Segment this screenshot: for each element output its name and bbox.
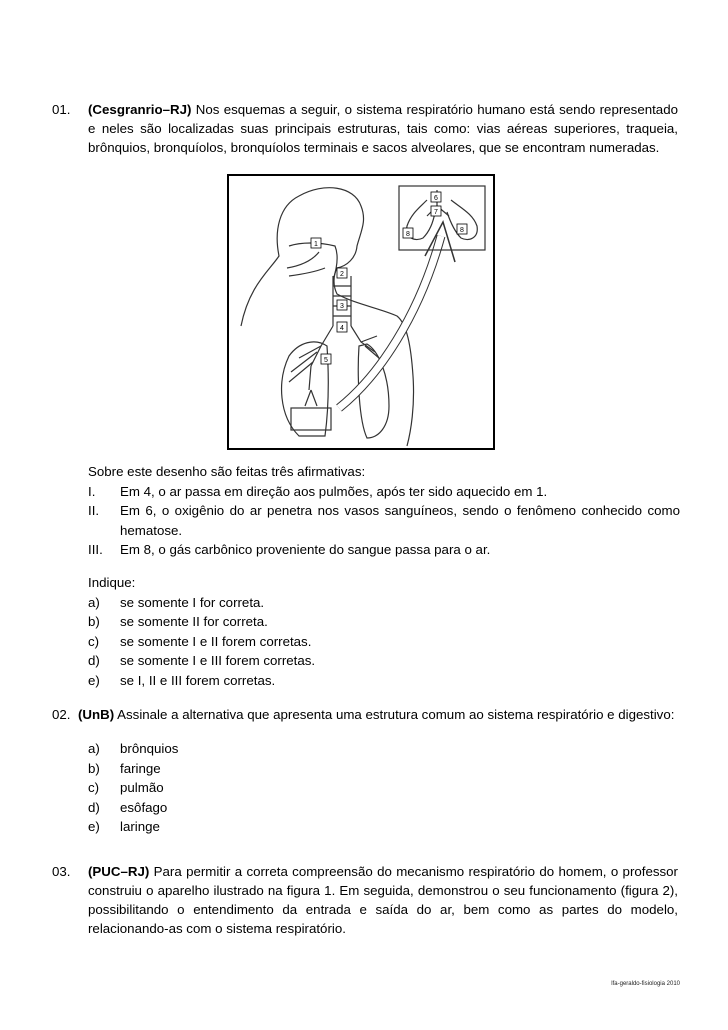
question-source: (Cesgranrio–RJ) (88, 102, 192, 117)
label-4: 4 (340, 325, 344, 332)
question-02 (52, 705, 678, 724)
option-item[interactable] (88, 778, 680, 798)
option-text: brônquios (120, 741, 179, 756)
page-footer: lfa-geraldo-fisiologia 2010 (611, 981, 680, 987)
statement-text: Em 8, o gás carbônico proveniente do sangue passa para o ar. (120, 542, 491, 557)
option-item[interactable] (88, 798, 680, 818)
option-item[interactable] (88, 671, 680, 691)
statements-intro: Sobre este desenho são feitas três afirmativas: (88, 464, 366, 479)
statement-text: Em 6, o oxigênio do ar penetra nos vasos sanguíneos, sendo o fenômeno conhecido como hematose. (120, 503, 680, 538)
option-text: se somente I e III forem corretas. (120, 653, 316, 668)
label-1: 1 (314, 241, 318, 248)
statement-item (88, 540, 680, 560)
label-6: 6 (434, 195, 438, 202)
option-item[interactable] (88, 817, 680, 837)
statement-mark: III. (88, 542, 103, 557)
option-text: se somente II for correta. (120, 614, 268, 629)
option-mark: e) (88, 819, 100, 834)
option-text: pulmão (120, 780, 164, 795)
question-text (88, 100, 678, 157)
option-text: se somente I for correta. (120, 594, 265, 610)
question-text (78, 705, 678, 724)
statement-mark: II. (88, 503, 100, 518)
label-8-left: 8 (406, 231, 410, 238)
statement-mark: I. (88, 483, 96, 499)
option-text: faringe (120, 760, 161, 776)
option-item[interactable] (88, 593, 680, 613)
option-item[interactable] (88, 739, 680, 759)
option-text: laringe (120, 819, 160, 834)
question-source: (UnB) (78, 707, 115, 722)
option-text: se somente I e II forem corretas. (120, 633, 312, 649)
question-number: 01. (52, 102, 71, 117)
statement-item (88, 501, 680, 540)
option-item[interactable] (88, 759, 680, 779)
label-5: 5 (324, 357, 328, 364)
statements-block (88, 462, 680, 560)
option-text: se I, II e III forem corretas. (120, 672, 276, 688)
respiratory-diagram (229, 176, 493, 448)
option-mark: d) (88, 799, 100, 815)
options-prompt: Indique: (88, 575, 136, 590)
option-item[interactable] (88, 651, 680, 671)
statement-text: Em 4, o ar passa em direção aos pulmões, após ter sido aquecido em 1. (120, 483, 548, 499)
option-mark: e) (88, 672, 100, 688)
option-mark: c) (88, 633, 100, 649)
q1-options (88, 573, 680, 690)
question-statement: Para permitir a correta compreensão do mecanismo respiratório do homem, o professor construiu o aparelho ilustrado na figura 1. Em seguida, demonstrou o seu funcionamento (figura 2), possibilitando o entendimento da entrada e saída do ar, bem como as partes do modelo, relacionando-as com o sistema respiratório. (88, 864, 678, 936)
option-item[interactable] (88, 632, 680, 652)
label-2: 2 (340, 271, 344, 278)
option-mark: b) (88, 760, 100, 776)
option-mark: d) (88, 653, 100, 668)
question-01 (52, 100, 678, 157)
question-03 (52, 862, 678, 938)
question-statement: Assinale a alternativa que apresenta uma estrutura comum ao sistema respiratório e digestivo: (114, 707, 675, 722)
label-7: 7 (434, 209, 438, 216)
q2-options (88, 739, 680, 837)
label-3: 3 (340, 303, 344, 310)
question-number: 03. (52, 864, 71, 879)
statement-item (88, 482, 680, 502)
option-mark: c) (88, 780, 100, 795)
question-statement: Nos esquemas a seguir, o sistema respiratório humano está sendo representado e neles são localizadas suas principais estruturas, tais como: vias aéreas superiores, traqueia, brônquios, bronquíolos, bronquíolos terminais e sacos alveolares, que se encontram numeradas. (88, 102, 678, 155)
option-text: esôfago (120, 799, 168, 815)
question-source: (PUC–RJ) (88, 864, 150, 879)
option-item[interactable] (88, 612, 680, 632)
question-text (88, 862, 678, 938)
respiratory-system-figure (227, 174, 495, 450)
question-number: 02. (52, 707, 71, 722)
label-8-right: 8 (460, 227, 464, 234)
option-mark: a) (88, 741, 100, 756)
option-mark: a) (88, 594, 100, 610)
option-mark: b) (88, 614, 100, 629)
